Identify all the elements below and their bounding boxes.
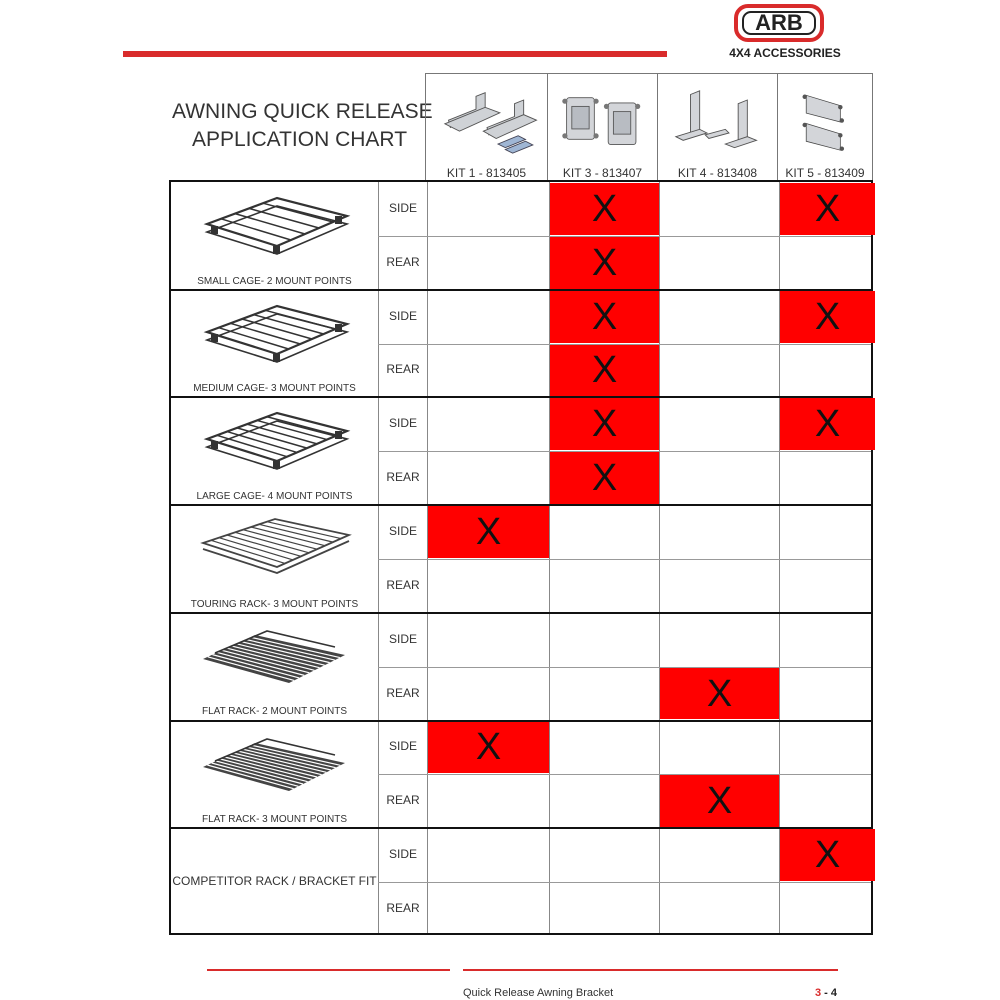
roof-cage-icon (185, 298, 365, 368)
compatibility-mark: X (660, 775, 779, 827)
page-number (815, 987, 837, 999)
rack-type-cell (171, 397, 378, 505)
footer-title: Quick Release Awning Bracket (463, 987, 614, 999)
kit-label: KIT 1 - 813405 (446, 166, 527, 180)
mount-side-label: SIDE (388, 524, 417, 539)
grid-column-divider (378, 182, 379, 933)
mount-rear-label: REAR (386, 900, 420, 915)
rack-type-label: TOURING RACK- 3 MOUNT POINTS (190, 598, 359, 610)
compatibility-mark: X (428, 722, 549, 774)
page-title (172, 98, 433, 154)
mount-rear-label: REAR (386, 254, 420, 269)
mount-side-label: SIDE (388, 739, 417, 754)
side-rear-divider (378, 882, 871, 883)
rack-type-cell (171, 505, 378, 613)
kit-label: KIT 5 - 813409 (785, 166, 865, 180)
rack-type-label: LARGE CAGE- 4 MOUNT POINTS (196, 491, 353, 503)
title-line-1: AWNING QUICK RELEASE (172, 100, 433, 123)
mount-side-label: SIDE (388, 631, 417, 646)
mount-side-label: SIDE (388, 847, 417, 862)
side-rear-divider (378, 667, 871, 668)
compatibility-mark: X (780, 398, 875, 450)
side-rear-divider (378, 559, 871, 560)
compatibility-mark: X (550, 183, 659, 235)
page-index: 4 (830, 987, 838, 999)
kit-5-bracket-icon (778, 80, 872, 164)
compatibility-mark: X (550, 345, 659, 397)
rack-type-cell (171, 721, 378, 829)
mount-rear-label: REAR (386, 577, 420, 592)
kit-4-bracket-icon (658, 80, 777, 164)
compatibility-mark: X (780, 291, 875, 343)
footer-rule-right (463, 969, 838, 971)
mount-rear-label: REAR (386, 470, 420, 485)
kit-column-1 (426, 73, 548, 180)
kit-label: KIT 4 - 813408 (677, 166, 758, 180)
logo-brand: ARB (742, 11, 816, 35)
kit-1-bracket-icon (426, 80, 547, 164)
rack-type-label: MEDIUM CAGE- 3 MOUNT POINTS (193, 383, 356, 395)
compatibility-mark: X (660, 668, 779, 720)
kit-column-3 (658, 73, 778, 180)
compatibility-mark: X (550, 237, 659, 289)
footer-rule-left (207, 969, 450, 971)
compatibility-mark: X (550, 398, 659, 450)
mount-side-label: SIDE (388, 200, 417, 215)
page-separator: - (821, 987, 831, 999)
title-line-2: APPLICATION CHART (191, 128, 408, 151)
logo-tagline: 4X4 ACCESSORIES (729, 46, 841, 60)
mount-rear-label: REAR (386, 793, 420, 808)
flat-rack-icon (185, 729, 365, 799)
kit-column-4 (778, 73, 873, 180)
flat-rack-icon (185, 621, 365, 691)
rack-type-label: FLAT RACK- 3 MOUNT POINTS (201, 814, 348, 826)
mount-rear-label: REAR (386, 362, 420, 377)
rack-type-label: SMALL CAGE- 2 MOUNT POINTS (197, 275, 352, 287)
compatibility-mark: X (428, 506, 549, 558)
kit-label: KIT 3 - 813407 (562, 166, 643, 180)
page-section: 3 (815, 987, 822, 999)
compatibility-mark: X (780, 829, 875, 881)
mount-side-label: SIDE (388, 416, 417, 431)
rack-type-label: FLAT RACK- 2 MOUNT POINTS (201, 706, 348, 718)
rack-type-cell (171, 828, 378, 936)
arb-logo (726, 2, 844, 62)
roof-cage-icon (185, 405, 365, 475)
rack-type-label: COMPETITOR RACK / BRACKET FIT (172, 874, 377, 889)
rack-type-cell (171, 290, 378, 398)
application-chart-grid (169, 180, 873, 935)
header-accent-bar (123, 51, 667, 57)
compatibility-mark: X (550, 452, 659, 504)
touring-rack-icon (185, 513, 365, 583)
compatibility-mark: X (550, 291, 659, 343)
roof-cage-icon (185, 190, 365, 260)
kit-header-row (425, 73, 873, 180)
kit-3-bracket-icon (548, 80, 657, 164)
kit-column-2 (548, 73, 658, 180)
mount-side-label: SIDE (388, 308, 417, 323)
side-rear-divider (378, 774, 871, 775)
rack-type-cell (171, 182, 378, 290)
logo-badge (734, 4, 824, 42)
rack-type-cell (171, 613, 378, 721)
compatibility-mark: X (780, 183, 875, 235)
mount-rear-label: REAR (386, 685, 420, 700)
